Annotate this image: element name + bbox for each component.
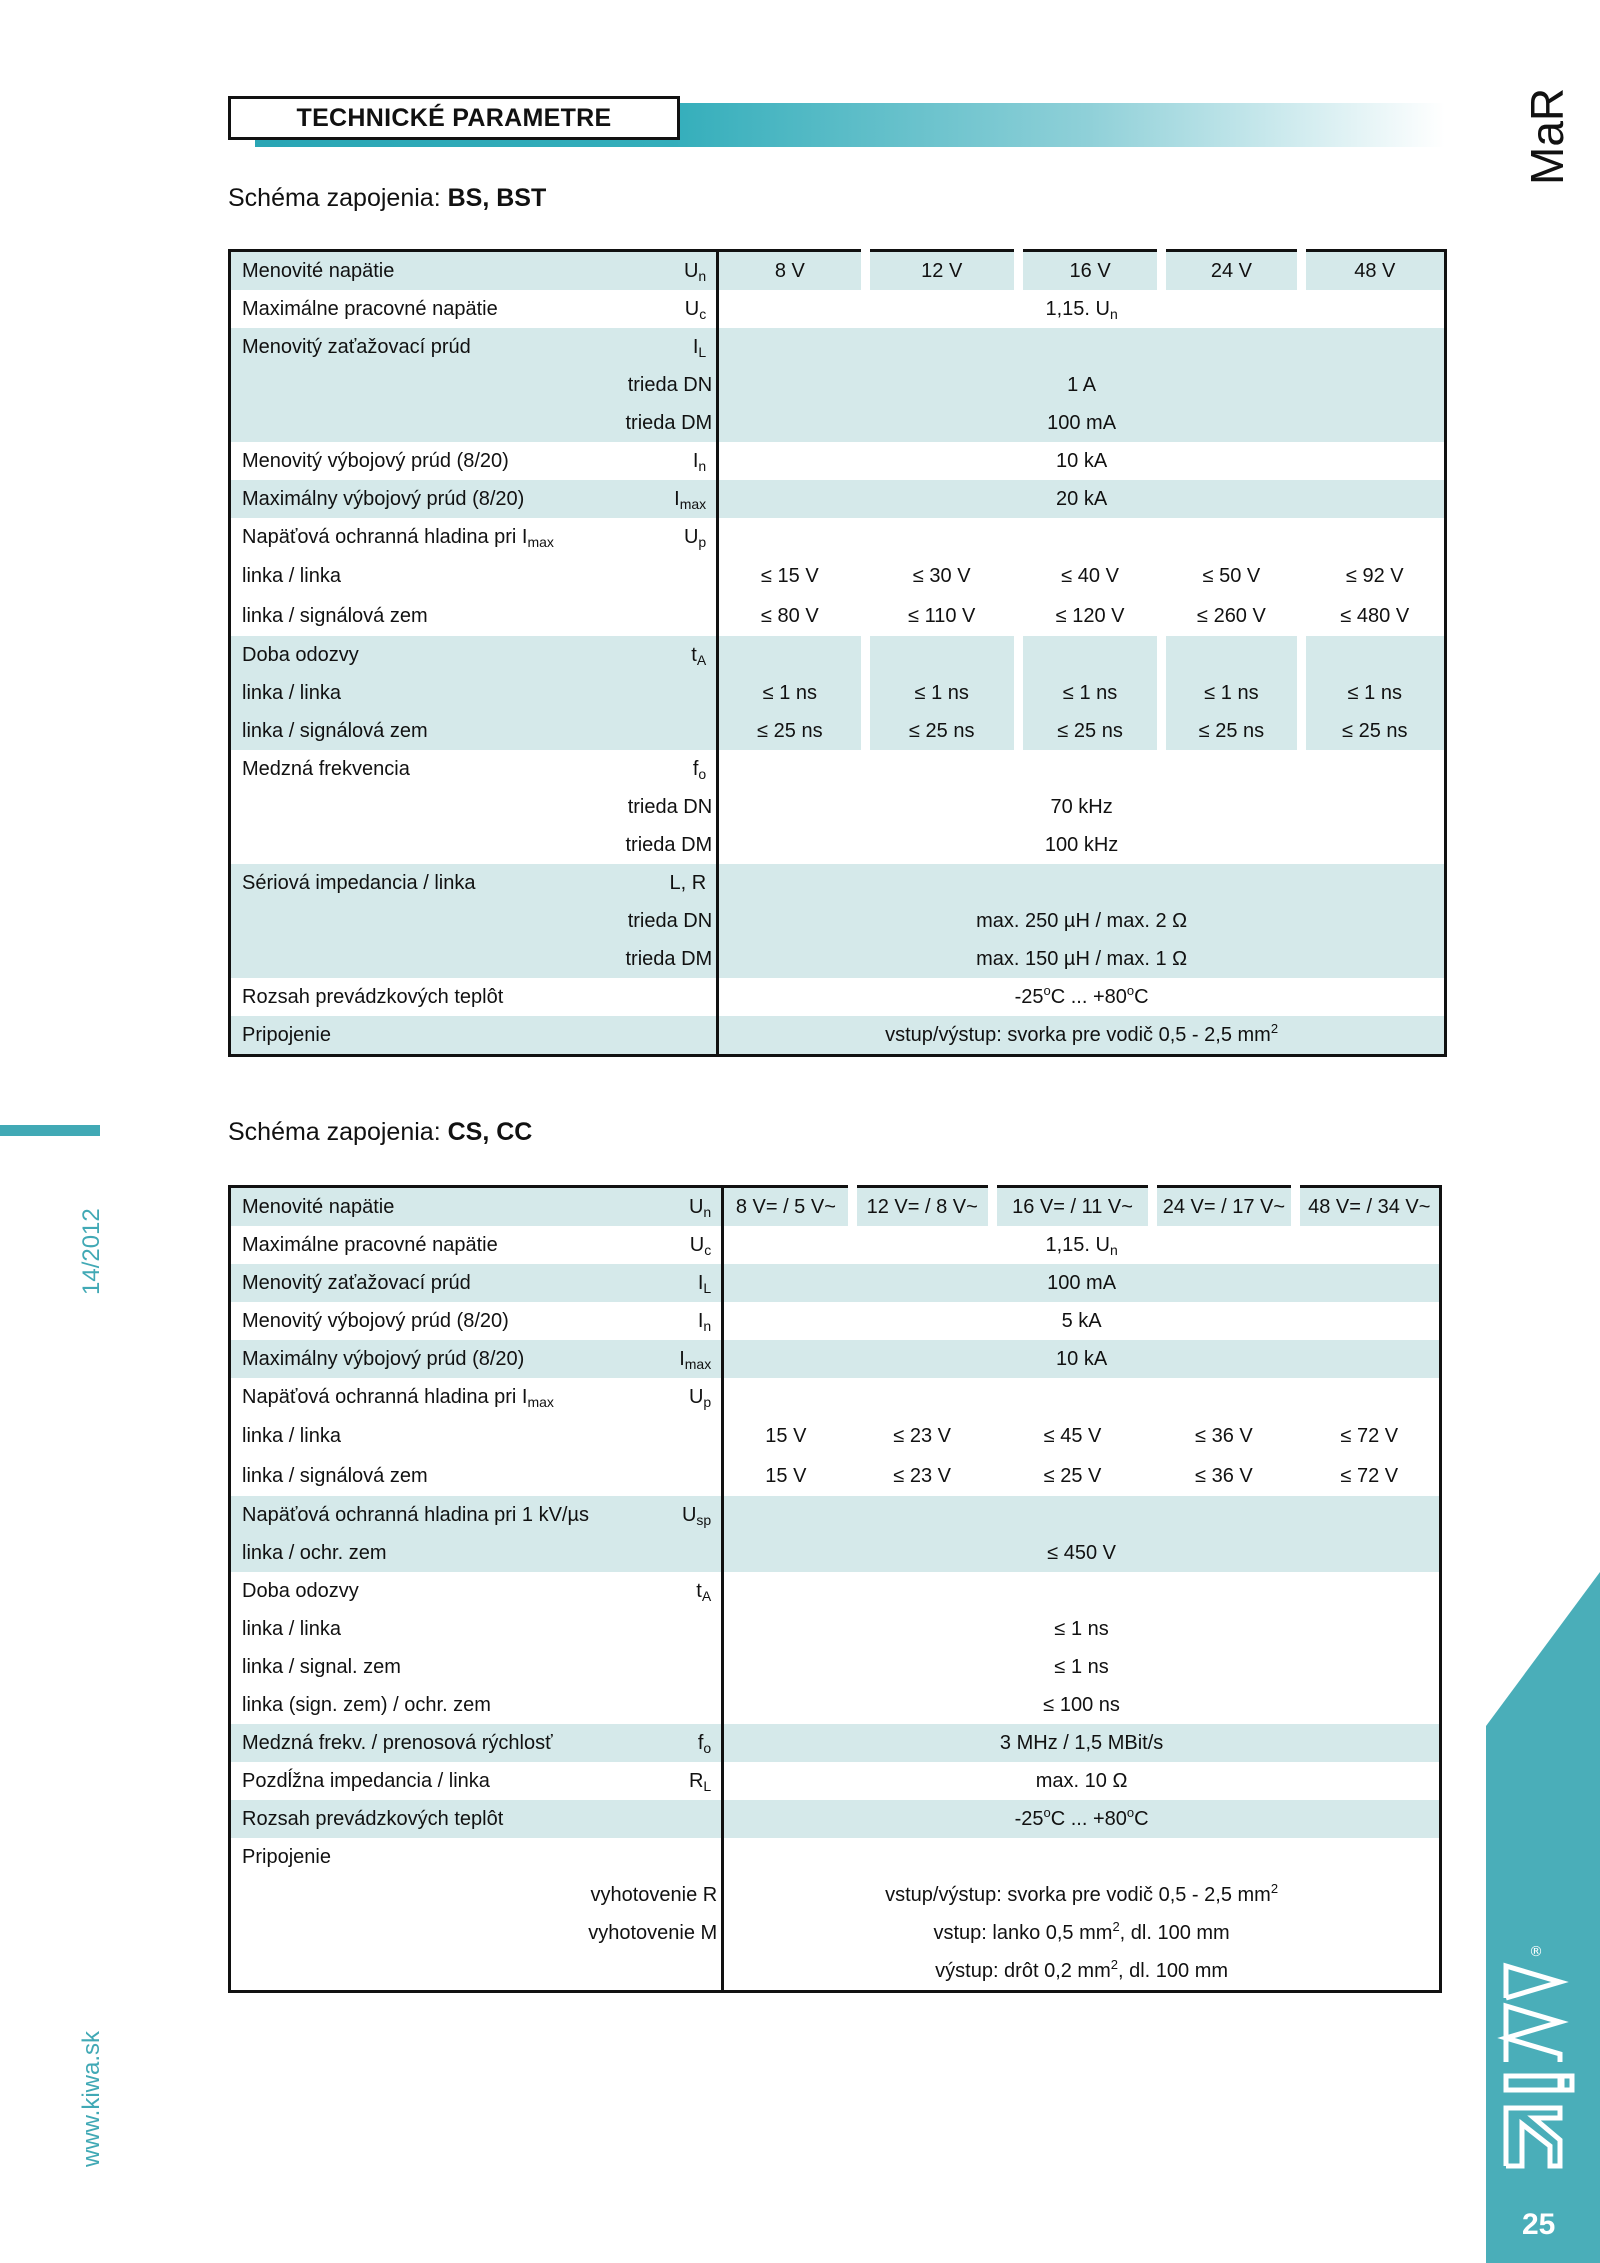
- cell-value: 15 V: [765, 1424, 807, 1447]
- row-symbol: $R_L$: [590, 1762, 722, 1800]
- row-symbol: $U_p$: [590, 518, 717, 556]
- row-label: Maximálny výbojový prúd (8/20): [230, 480, 591, 518]
- logo-letter-a: [1506, 1966, 1560, 1998]
- row-value: 20 kA: [718, 480, 1446, 518]
- row-symbol: $I_n$: [590, 442, 717, 480]
- cell-value: ≤ 25 ns: [1301, 712, 1445, 750]
- row-sublabel: trieda DM: [230, 404, 718, 442]
- row-label: linka / linka: [242, 1617, 341, 1640]
- cell-value: ≤ 1 ns: [1162, 674, 1301, 712]
- cell-value: ≤ 480 V: [1301, 596, 1445, 636]
- row-sublabel: trieda DN: [230, 366, 718, 404]
- row-value: -25$^o$C ... $+80^oC$: [1014, 982, 1149, 1008]
- cell-value: ≤ 110 V: [865, 596, 1018, 636]
- row-symbol: $U_{sp}$: [590, 1496, 722, 1534]
- row-label: linka / signálová zem: [230, 712, 591, 750]
- row-value: max. 10 Ω: [1035, 1769, 1128, 1792]
- row-label: Medzná frekvencia: [242, 757, 410, 780]
- row-value: 10 kA: [1056, 449, 1108, 472]
- row-symbol: $I_n$: [590, 1302, 722, 1340]
- cell-value: ≤ 25 V: [992, 1456, 1152, 1496]
- voltage-header: 24 V: [1162, 251, 1301, 291]
- row-value: vstup/výstup: svorka pre vodič 0,5 - 2,5 $mm^2$: [885, 1880, 1279, 1906]
- cell-value: ≤ 50 V: [1162, 556, 1301, 596]
- row-label: Maximálny výbojový prúd (8/20): [230, 1340, 591, 1378]
- row-value: 5 kA: [1061, 1309, 1102, 1332]
- cell-value: ≤ 80 V: [761, 604, 819, 627]
- row-label: linka / signálová zem: [242, 1464, 428, 1487]
- cell-value: ≤ 45 V: [992, 1416, 1152, 1456]
- row-value: ≤ 1 ns: [1054, 1617, 1109, 1640]
- row-label: Medzná frekv. / prenosová rýchlosť: [230, 1724, 591, 1762]
- row-sublabel: trieda DM: [230, 826, 718, 864]
- page-number: 25: [1522, 2208, 1556, 2241]
- row-sublabel: trieda DN: [230, 788, 718, 826]
- row-value: 3 MHz / 1,5 MBit/s: [723, 1724, 1441, 1762]
- row-label: linka (sign. zem) / ochr. zem: [242, 1693, 491, 1716]
- row-sublabel: vyhotovenie R: [230, 1876, 723, 1914]
- row-symbol: $U_n$: [590, 1187, 722, 1227]
- row-value: 70 kHz: [1050, 795, 1113, 818]
- cell-value: ≤ 1 ns: [718, 674, 865, 712]
- row-value: 1 A: [718, 366, 1446, 404]
- cell-value: ≤ 260 V: [1162, 596, 1301, 636]
- cell-value: ≤ 120 V: [1018, 596, 1161, 636]
- section-title-bs: Schéma zapojenia: BS, BST: [228, 184, 547, 212]
- cell-value: 15 V: [765, 1464, 807, 1487]
- row-label: Rozsah prevádzkových teplôt: [230, 978, 718, 1016]
- voltage-header: 8 V: [718, 251, 865, 291]
- row-label: Doba odozvy: [230, 636, 591, 674]
- row-value: 1,15. $U_n$: [1045, 297, 1118, 322]
- voltage-header: 48 V: [1301, 251, 1445, 291]
- logo-letter-k: [1506, 2108, 1560, 2166]
- row-label: linka / linka: [230, 674, 591, 712]
- row-label: linka / linka: [242, 1424, 341, 1447]
- cell-value: ≤ 15 V: [761, 564, 819, 587]
- issue-date: 14/2012: [78, 1208, 105, 1295]
- row-label: Menovité napätie: [230, 1187, 591, 1227]
- row-label: Sériová impedancia / linka: [230, 864, 591, 902]
- logo-letter-w: [1506, 2006, 1560, 2062]
- row-value: max. 150 µH / max. 1 Ω: [718, 940, 1446, 978]
- row-label: Menovitý výbojový prúd (8/20): [242, 449, 509, 472]
- row-symbol: $t_A$: [590, 1572, 722, 1610]
- cell-value: ≤ 25 ns: [1162, 712, 1301, 750]
- row-symbol: $f_o$: [590, 750, 717, 788]
- cell-value: ≤ 92 V: [1301, 556, 1445, 596]
- row-label: linka / linka: [242, 564, 341, 587]
- page-title: TECHNICKÉ PARAMETRE: [228, 96, 680, 140]
- cell-value: ≤ 40 V: [1018, 556, 1161, 596]
- row-label: Pripojenie: [230, 1838, 723, 1876]
- row-value: 10 kA: [723, 1340, 1441, 1378]
- row-symbol: $U_n$: [590, 251, 717, 291]
- voltage-header: 16 V: [1018, 251, 1161, 291]
- row-value: 1,15. $U_n$: [1045, 1233, 1118, 1258]
- row-value: výstup: drôt 0,2 $mm^2$, dl. 100 mm: [935, 1956, 1229, 1982]
- row-value: 100 mA: [723, 1264, 1441, 1302]
- row-symbol: $I_L$: [590, 328, 717, 366]
- row-symbol: L, R: [590, 864, 717, 902]
- row-symbol: $t_A$: [590, 636, 717, 674]
- voltage-header: 12 V= / 8 V~: [852, 1187, 992, 1227]
- row-symbol: $U_c$: [590, 290, 717, 328]
- cell-value: ≤ 72 V: [1295, 1456, 1440, 1496]
- row-label: Menovitý výbojový prúd (8/20): [242, 1309, 509, 1332]
- row-value: 100 mA: [718, 404, 1446, 442]
- cell-value: ≤ 36 V: [1153, 1416, 1295, 1456]
- cell-value: ≤ 25 ns: [1018, 712, 1161, 750]
- section-tag: MaR: [1521, 87, 1573, 185]
- row-sublabel: trieda DN: [230, 902, 718, 940]
- row-label: linka / ochr. zem: [230, 1534, 591, 1572]
- cell-value: ≤ 1 ns: [1018, 674, 1161, 712]
- row-label: linka / signálová zem: [242, 604, 428, 627]
- voltage-header: 48 V= / 34 V~: [1295, 1187, 1440, 1227]
- website-link[interactable]: www.kiwa.sk: [78, 2030, 105, 2167]
- row-label: Menovité napätie: [230, 251, 591, 291]
- row-label: Pozdĺžna impedancia / linka: [242, 1769, 490, 1792]
- cell-value: ≤ 1 ns: [865, 674, 1018, 712]
- row-label: Menovitý zaťažovací prúd: [230, 328, 591, 366]
- row-value: 100 kHz: [1044, 833, 1119, 856]
- row-label: Doba odozvy: [242, 1579, 359, 1602]
- cell-value: ≤ 25 ns: [865, 712, 1018, 750]
- row-label: linka / signal. zem: [242, 1655, 401, 1678]
- logo-letter-i-1: [1506, 2076, 1560, 2090]
- row-sublabel: trieda DM: [230, 940, 718, 978]
- registered-mark: ®: [1529, 1944, 1543, 1960]
- voltage-header: 24 V= / 17 V~: [1153, 1187, 1295, 1227]
- row-symbol: $U_p$: [590, 1378, 722, 1416]
- row-label: Pripojenie: [230, 1016, 718, 1056]
- cell-value: ≤ 23 V: [852, 1456, 992, 1496]
- section-title-cs: Schéma zapojenia: CS, CC: [228, 1118, 533, 1146]
- row-symbol: $I_{max}$: [590, 480, 717, 518]
- row-value: vstup: lanko 0,5 $mm^2$, dl. 100 mm: [933, 1918, 1230, 1944]
- row-symbol: $I_L$: [590, 1264, 722, 1302]
- row-label: Maximálne pracovné napätie: [242, 1233, 498, 1256]
- cell-value: ≤ 30 V: [865, 556, 1018, 596]
- row-value: ≤ 100 ns: [1043, 1693, 1120, 1716]
- row-symbol: $I_{max}$: [590, 1340, 722, 1378]
- cell-value: ≤ 36 V: [1153, 1456, 1295, 1496]
- row-value: max. 250 µH / max. 2 Ω: [718, 902, 1446, 940]
- row-label: Menovitý zaťažovací prúd: [230, 1264, 591, 1302]
- cell-value: ≤ 72 V: [1295, 1416, 1440, 1456]
- row-symbol: $U_c$: [590, 1226, 722, 1264]
- voltage-header: 12 V: [865, 251, 1018, 291]
- row-value: ≤ 1 ns: [1054, 1655, 1109, 1678]
- cell-value: ≤ 23 V: [852, 1416, 992, 1456]
- row-label: Rozsah prevádzkových teplôt: [230, 1800, 723, 1838]
- row-label: Napäťová ochranná hladina pri $I_{max}$: [242, 525, 554, 550]
- row-value: vstup/výstup: svorka pre vodič 0,5 - 2,5 $mm^2$: [718, 1016, 1446, 1056]
- row-sublabel: vyhotovenie M: [230, 1914, 723, 1952]
- row-label: Napäťová ochranná hladina pri 1 kV/µs: [230, 1496, 591, 1534]
- row-value: ≤ 450 V: [723, 1534, 1441, 1572]
- cell-value: ≤ 25 ns: [718, 712, 865, 750]
- voltage-header: 8 V= / 5 V~: [723, 1187, 852, 1227]
- row-symbol: $f_o$: [590, 1724, 722, 1762]
- row-label: Napäťová ochranná hladina pri $I_{max}$: [242, 1385, 554, 1410]
- voltage-header: 16 V= / 11 V~: [992, 1187, 1152, 1227]
- row-label: Maximálne pracovné napätie: [242, 297, 498, 320]
- kiwa-logo: [1500, 1944, 1580, 2170]
- logo-dot-1: [1562, 2076, 1572, 2090]
- cell-value: ≤ 1 ns: [1301, 674, 1445, 712]
- row-value: -25$^o$C ... $+80^oC$: [723, 1800, 1441, 1838]
